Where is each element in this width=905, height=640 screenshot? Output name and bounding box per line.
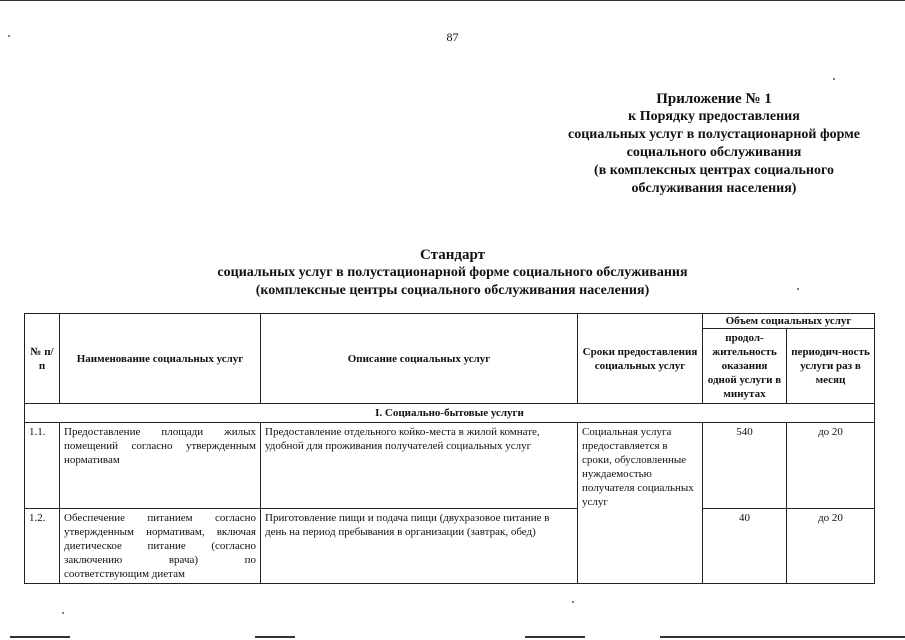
- appendix-title: Приложение № 1: [656, 91, 772, 107]
- standard-subtitle-line: (комплексные центры социального обслуживания населения): [255, 283, 650, 298]
- appendix-line: социальных услуг в полустационарной форме: [568, 127, 860, 142]
- row-description: Приготовление пищи и подача пищи (двухразовое питание в день на период пребывания в организации (завтрак, обед): [261, 509, 578, 584]
- section-title: I. Социально-бытовые услуги: [25, 404, 875, 423]
- scan-speck: [62, 612, 64, 614]
- row-number: 1.1.: [25, 423, 60, 509]
- appendix-line: к Порядку предоставления: [628, 109, 800, 124]
- table-header-row: [25, 314, 875, 329]
- row-number: 1.2.: [25, 509, 60, 584]
- row-terms: Социальная услуга предоставляется в сроки, обусловленные нуждаемостью получателя социальных услуг: [578, 423, 703, 584]
- scan-mark-bottom-right: [525, 636, 585, 638]
- row-duration: 540: [703, 423, 787, 509]
- appendix-line: обслуживания населения): [631, 181, 797, 196]
- page-number: 87: [446, 30, 459, 44]
- header-frequency: периодич-ность услуги раз в месяц: [787, 329, 875, 404]
- row-frequency: до 20: [787, 509, 875, 584]
- row-frequency: до 20: [787, 423, 875, 509]
- scan-edge-top: [0, 0, 905, 1]
- header-number: № п/п: [25, 314, 60, 404]
- header-description: Описание социальных услуг: [261, 314, 578, 404]
- scan-speck: [8, 35, 10, 37]
- table-row: [25, 509, 875, 584]
- standard-subtitle-line: социальных услуг в полустационарной форме социального обслуживания: [217, 265, 688, 280]
- appendix-header: [480, 90, 905, 198]
- standard-title: Стандарт: [420, 247, 485, 263]
- section-row: [25, 404, 875, 423]
- row-service-name: Обеспечение питанием согласно утвержденным нормативам, включая диетическое питание (согласно заключению врача) по соответствующим диетам: [60, 509, 261, 584]
- header-terms: Сроки предоставления социальных услуг: [578, 314, 703, 404]
- appendix-line: социального обслуживания: [626, 145, 802, 160]
- header-service-name: Наименование социальных услуг: [60, 314, 261, 404]
- scan-speck: [797, 288, 799, 290]
- standard-heading: [0, 246, 905, 300]
- appendix-line: (в комплексных центрах социального: [594, 163, 834, 178]
- header-duration: продол-жительность оказания одной услуги в минутах: [703, 329, 787, 404]
- scan-speck: [572, 601, 574, 603]
- scan-mark-bottom-left: [10, 636, 70, 638]
- scan-speck: [833, 78, 835, 80]
- services-table: [24, 313, 875, 584]
- scan-mark-bottom-far-right: [660, 636, 905, 638]
- row-duration: 40: [703, 509, 787, 584]
- row-description: Предоставление отдельного койко-места в жилой комнате, удобной для проживания получателей социальных услуг: [261, 423, 578, 509]
- scan-mark-bottom-mid: [255, 636, 295, 638]
- header-volume: Объем социальных услуг: [703, 314, 875, 329]
- row-service-name: Предоставление площади жилых помещений согласно утвержденным нормативам: [60, 423, 261, 509]
- table-row: [25, 423, 875, 509]
